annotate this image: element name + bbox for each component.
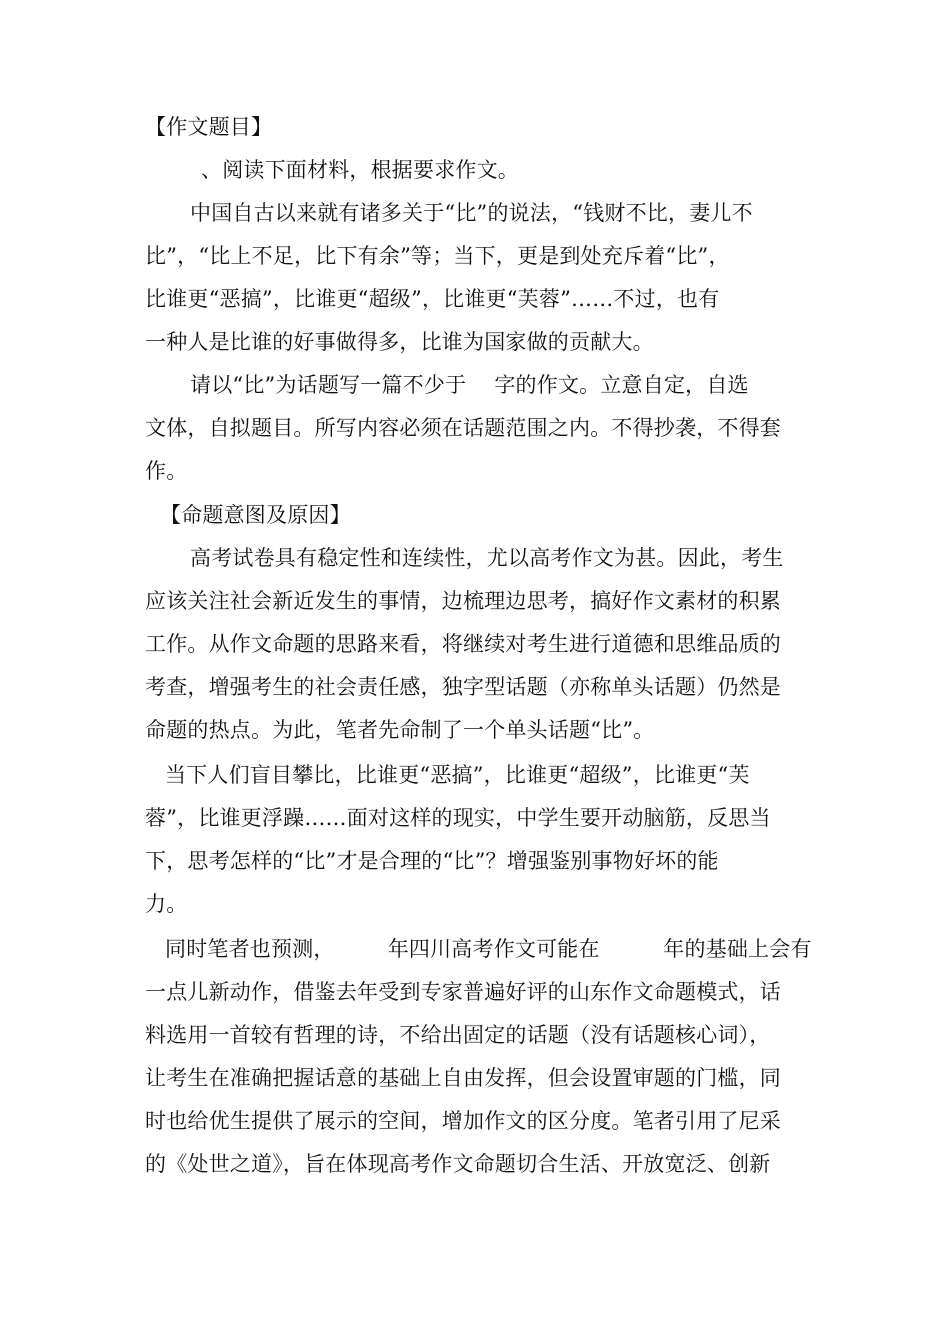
- material-line-3: 比谁更“恶搞”，比谁更“超级”，比谁更“芙蓉”……不过，也有: [145, 287, 720, 311]
- intent-p3-line-2: 一点儿新动作，借鉴去年受到专家普遍好评的山东作文命题模式，话: [145, 980, 781, 1004]
- intent-p1-line-2: 应该关注社会新近发生的事情，边梳理边思考，搞好作文素材的积累: [145, 589, 781, 613]
- intent-p2-line-1: 当下人们盲目攀比，比谁更“恶搞”，比谁更“超级”，比谁更“芙: [165, 763, 750, 787]
- intent-p2-line-2: 蓉”，比谁更浮躁……面对这样的现实，中学生要开动脑筋，反思当: [145, 806, 771, 830]
- intent-p1-line-1: 高考试卷具有稳定性和连续性，尤以高考作文为甚。因此，考生: [190, 546, 784, 570]
- intent-p2-line-4: 力。: [145, 892, 188, 916]
- heading-intent: 【命题意图及原因】: [160, 503, 351, 527]
- heading-essay-topic: 【作文题目】: [145, 115, 273, 139]
- intent-p3-line-3: 料选用一首较有哲理的诗，不给出固定的话题（没有话题核心词），: [145, 1023, 771, 1047]
- intent-p3-line-4: 让考生在准确把握话意的基础上自由发挥，但会设置审题的门槛，同: [145, 1066, 781, 1090]
- intent-p3-line-5: 时也给优生提供了展示的空间，增加作文的区分度。笔者引用了尼采: [145, 1109, 781, 1133]
- requirement-line-3: 作。: [145, 459, 188, 483]
- intent-p1-line-5: 命题的热点。为此，笔者先命制了一个单头话题“比”。: [145, 718, 655, 742]
- intent-p1-line-3: 工作。从作文命题的思路来看，将继续对考生进行道德和思维品质的: [145, 632, 781, 656]
- intent-p1-line-4: 考查，增强考生的社会责任感，独字型话题（亦称单头话题）仍然是: [145, 675, 781, 699]
- instruction-line: 、阅读下面材料，根据要求作文。: [201, 158, 519, 182]
- material-line-2: 比”，“比上不足，比下有余”等；当下，更是到处充斥着“比”，: [145, 244, 730, 268]
- intent-p3-line-1: 同时笔者也预测， 年四川高考作文可能在 年的基础上会有: [165, 937, 812, 961]
- requirement-line-1: 请以“比”为话题写一篇不少于 字的作文。立意自定，自选: [190, 373, 749, 397]
- intent-p2-line-3: 下，思考怎样的“比”才是合理的“比”？增强鉴别事物好坏的能: [145, 849, 719, 873]
- material-line-1: 中国自古以来就有诸多关于“比”的说法，“钱财不比，妻儿不: [190, 201, 753, 225]
- intent-p3-line-6: 的《处世之道》，旨在体现高考作文命题切合生活、开放宽泛、创新: [145, 1152, 771, 1176]
- requirement-line-2: 文体，自拟题目。所写内容必须在话题范围之内。不得抄袭，不得套: [145, 416, 781, 440]
- material-line-4: 一种人是比谁的好事做得多，比谁为国家做的贡献大。: [145, 330, 654, 354]
